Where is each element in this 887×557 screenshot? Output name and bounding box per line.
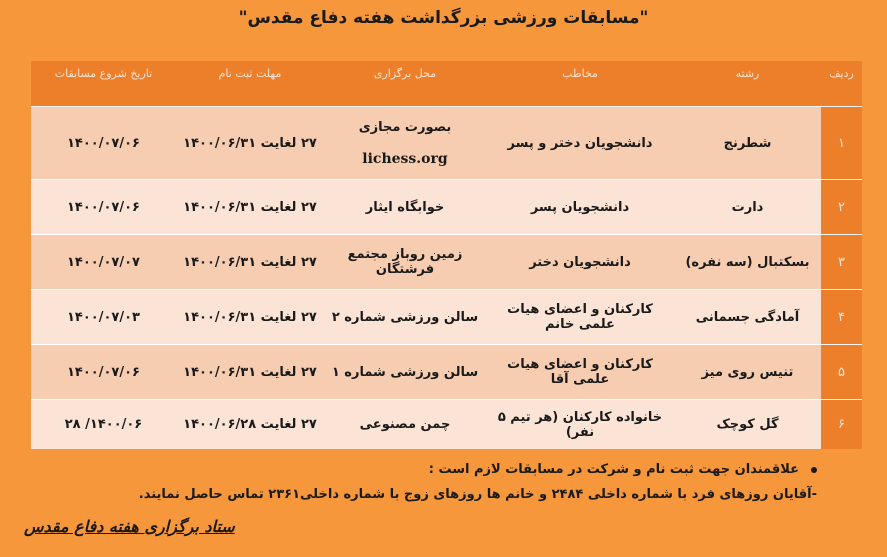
- field-cell: دارت: [674, 180, 821, 235]
- note-text-2: -آقایان روزهای فرد با شماره داخلی ۲۴۸۴ و خانم ها روزهای زوج با شماره داخلی۲۳۶۱ تماس حاصل نمایند.: [138, 487, 817, 502]
- header-audience: مخاطب: [486, 61, 674, 107]
- venue-link: lichess.org: [362, 150, 448, 167]
- table-row: [31, 400, 862, 450]
- field-cell: شطرنج: [674, 107, 821, 180]
- venue-cell: سالن ورزشی شماره ۱: [324, 345, 486, 400]
- start-date-cell: ۱۴۰۰/۰۷/۰۶: [31, 345, 176, 400]
- start-date-cell: ۱۴۰۰/۰۷/۰۳: [31, 290, 176, 345]
- start-date-cell: ۱۴۰۰/۰۷/۰۷: [31, 235, 176, 290]
- field-cell: آمادگی جسمانی: [674, 290, 821, 345]
- audience-cell: کارکنان و اعضای هیات علمی خانم: [486, 290, 674, 345]
- row-number: ۶: [821, 400, 862, 450]
- registration-notes: [97, 462, 817, 502]
- table-row: [31, 235, 862, 290]
- field-cell: تنیس روی میز: [674, 345, 821, 400]
- field-cell: گل کوچک: [674, 400, 821, 450]
- header-row-no: ردیف: [821, 61, 862, 107]
- start-date-cell: ۱۴۰۰/۰۷/۰۶: [31, 107, 176, 180]
- venue-text: بصورت مجازی: [358, 119, 452, 135]
- note-text-1: علاقمندان جهت ثبت نام و شرکت در مسابقات لازم است :: [428, 462, 799, 477]
- row-number: ۵: [821, 345, 862, 400]
- table-header-row: [31, 61, 862, 107]
- row-number: ۳: [821, 235, 862, 290]
- header-start-date: تاریخ شروع مسابقات: [31, 61, 176, 107]
- venue-cell: زمین روباز مجتمع فرشتگان: [324, 235, 486, 290]
- venue-cell: [324, 107, 486, 180]
- bullet-icon: [811, 467, 817, 473]
- competitions-table: [31, 61, 862, 449]
- header-field: رشته: [674, 61, 821, 107]
- table-row: [31, 180, 862, 235]
- page-title: "مسابقات ورزشی بزرگداشت هفته دفاع مقدس": [238, 8, 649, 28]
- deadline-cell: ۲۷ لغایت ۱۴۰۰/۰۶/۳۱: [176, 180, 324, 235]
- audience-cell: خانواده کارکنان (هر تیم ۵ نفر): [486, 400, 674, 450]
- row-number: ۱: [821, 107, 862, 180]
- deadline-cell: ۲۷ لغایت ۱۴۰۰/۰۶/۳۱: [176, 107, 324, 180]
- deadline-cell: ۲۷ لغایت ۱۴۰۰/۰۶/۳۱: [176, 345, 324, 400]
- venue-cell: چمن مصنوعی: [324, 400, 486, 450]
- deadline-cell: ۲۷ لغایت ۱۴۰۰/۰۶/۳۱: [176, 235, 324, 290]
- header-deadline: مهلت ثبت نام: [176, 61, 324, 107]
- table-row: [31, 107, 862, 180]
- start-date-cell: ۱۴۰۰/۰۶/ ۲۸: [31, 400, 176, 450]
- row-number: ۲: [821, 180, 862, 235]
- field-cell: بسکتبال (سه نفره): [674, 235, 821, 290]
- audience-cell: دانشجویان دختر و پسر: [486, 107, 674, 180]
- venue-cell: خوابگاه ایثار: [324, 180, 486, 235]
- header-venue: محل برگزاری: [324, 61, 486, 107]
- deadline-cell: ۲۷ لغایت ۱۴۰۰/۰۶/۲۸: [176, 400, 324, 450]
- signature: ستاد برگزاری هفته دفاع مقدس: [24, 517, 235, 536]
- audience-cell: دانشجویان دختر: [486, 235, 674, 290]
- table-row: [31, 345, 862, 400]
- deadline-cell: ۲۷ لغایت ۱۴۰۰/۰۶/۳۱: [176, 290, 324, 345]
- table-row: [31, 290, 862, 345]
- audience-cell: کارکنان و اعضای هیات علمی آقا: [486, 345, 674, 400]
- note-line-1: [97, 462, 817, 477]
- start-date-cell: ۱۴۰۰/۰۷/۰۶: [31, 180, 176, 235]
- venue-cell: سالن ورزشی شماره ۲: [324, 290, 486, 345]
- audience-cell: دانشجویان پسر: [486, 180, 674, 235]
- row-number: ۴: [821, 290, 862, 345]
